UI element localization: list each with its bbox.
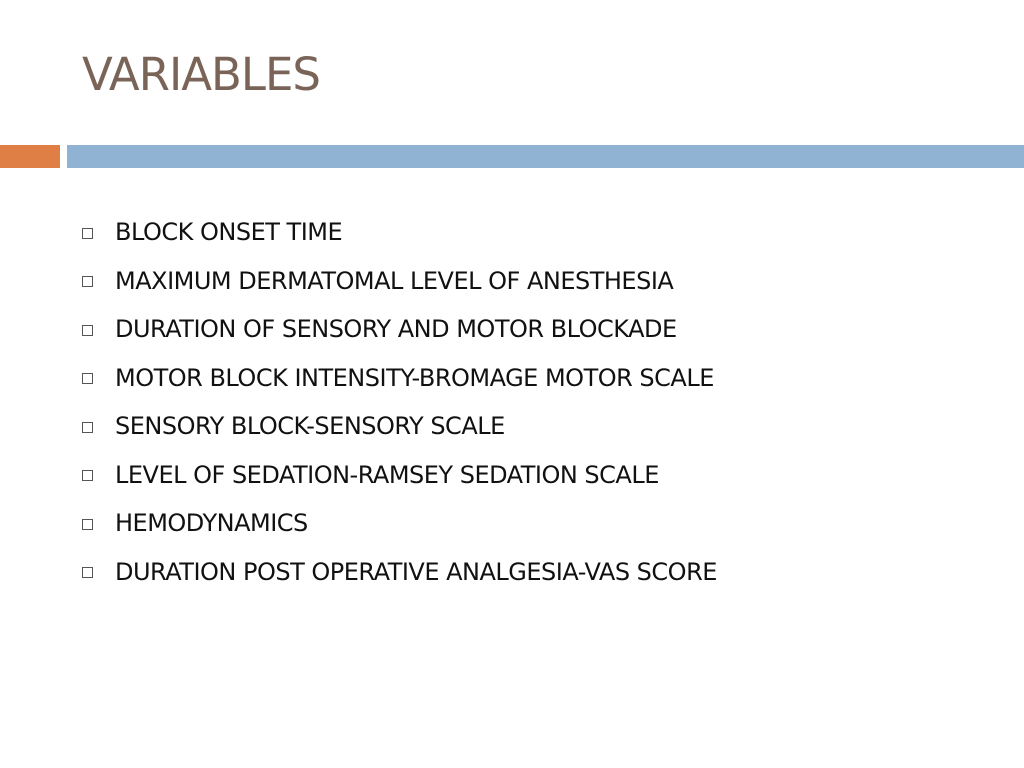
bullet-text: MOTOR BLOCK INTENSITY-BROMAGE MOTOR SCALE [115,363,714,392]
list-item [82,499,717,548]
bullet-text: DURATION OF SENSORY AND MOTOR BLOCKADE [115,315,677,344]
list-item [82,354,717,403]
square-bullet-icon [82,276,93,287]
list-item [82,305,717,354]
bullet-text: SENSORY BLOCK-SENSORY SCALE [115,412,505,441]
bullet-list [82,208,717,596]
square-bullet-icon [82,567,93,578]
square-bullet-icon [82,470,93,481]
bullet-text: HEMODYNAMICS [115,509,308,538]
square-bullet-icon [82,422,93,433]
list-item [82,257,717,306]
square-bullet-icon [82,325,93,336]
list-item [82,208,717,257]
bullet-text: MAXIMUM DERMATOMAL LEVEL OF ANESTHESIA [115,266,674,295]
list-item [82,402,717,451]
square-bullet-icon [82,228,93,239]
square-bullet-icon [82,519,93,530]
bullet-text: DURATION POST OPERATIVE ANALGESIA-VAS SCORE [115,557,717,586]
square-bullet-icon [82,373,93,384]
bullet-text: LEVEL OF SEDATION-RAMSEY SEDATION SCALE [115,460,659,489]
slide-title: VARIABLES [82,48,320,101]
bullet-text: BLOCK ONSET TIME [115,218,343,247]
list-item [82,548,717,597]
accent-bar-blue [67,145,1024,168]
list-item [82,451,717,500]
accent-bar-orange [0,145,60,168]
